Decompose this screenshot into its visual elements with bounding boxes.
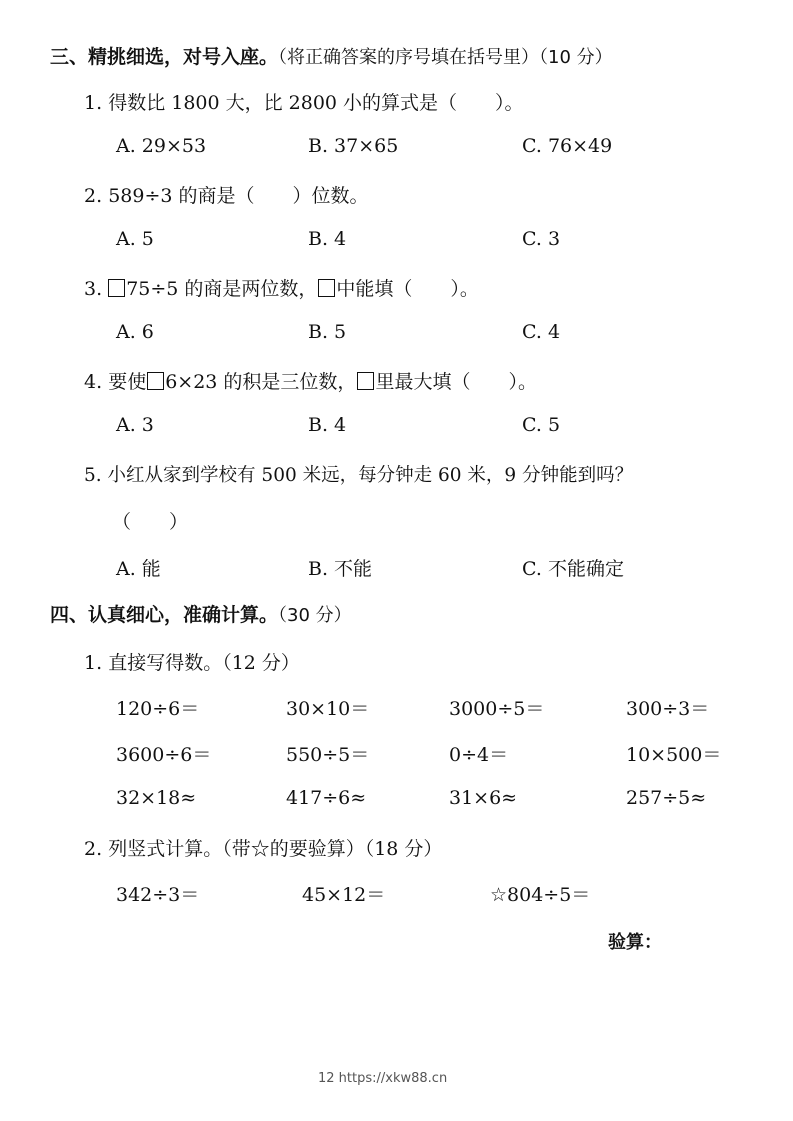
option-b: B. 4 bbox=[308, 414, 347, 436]
question-3 bbox=[84, 274, 479, 301]
question-number: 3. bbox=[84, 278, 103, 300]
question-number: 2. bbox=[84, 185, 103, 207]
section-4-heading bbox=[50, 600, 352, 627]
option-c: C. 4 bbox=[522, 321, 561, 343]
part-number: 2. bbox=[84, 838, 103, 860]
section-4-title: 四、认真细心，准确计算。 bbox=[50, 604, 279, 626]
question-number: 5. bbox=[84, 465, 102, 486]
question-4 bbox=[84, 367, 537, 394]
calc-item: 0÷4＝ bbox=[449, 744, 509, 766]
question-2 bbox=[84, 181, 369, 208]
question-text-end: 里最大填（ ）。 bbox=[375, 371, 537, 393]
section-3-title: 三、精挑细选，对号入座。 bbox=[50, 46, 279, 68]
section-3-note: （将正确答案的序号填在括号里）（10 分） bbox=[278, 47, 613, 68]
option-b: B. 不能 bbox=[308, 558, 373, 580]
question-text: 75÷5 的商是两位数， bbox=[126, 278, 318, 300]
option-c: C. 不能确定 bbox=[522, 558, 624, 580]
option-a: A. 29×53 bbox=[116, 135, 207, 157]
question-number: 4. bbox=[84, 371, 103, 393]
calc-item: 120÷6＝ bbox=[116, 698, 200, 720]
blank-box-icon bbox=[108, 279, 125, 297]
option-c: C. 76×49 bbox=[522, 135, 613, 157]
calc-item: 417÷6≈ bbox=[286, 787, 367, 809]
question-text: 589÷3 的商是（ ）位数。 bbox=[108, 185, 369, 207]
part-title: 列竖式计算。（带☆的要验算）（18 分） bbox=[108, 838, 443, 860]
blank-box-icon bbox=[147, 372, 164, 390]
question-text: 小红从家到学校有 500 米远，每分钟走 60 米，9 分钟能到吗？ bbox=[107, 465, 634, 486]
calc-item: 32×18≈ bbox=[116, 787, 197, 809]
part-title: 直接写得数。（12 分） bbox=[108, 652, 300, 674]
question-5 bbox=[84, 461, 633, 487]
vertical-calc-item: 342÷3＝ bbox=[116, 884, 200, 906]
question-text-before: 要使 bbox=[108, 371, 147, 393]
vertical-calc-item: 45×12＝ bbox=[302, 884, 386, 906]
question-number: 1. bbox=[84, 92, 103, 114]
option-a: A. 能 bbox=[116, 558, 161, 580]
option-b: B. 37×65 bbox=[308, 135, 399, 157]
part-2-heading bbox=[84, 834, 442, 861]
calc-item: 10×500＝ bbox=[626, 744, 722, 766]
check-label: 验算： bbox=[608, 932, 662, 953]
calc-item: 3600÷6＝ bbox=[116, 744, 212, 766]
option-b: B. 5 bbox=[308, 321, 347, 343]
part-number: 1. bbox=[84, 652, 103, 674]
blank-box-icon bbox=[318, 279, 335, 297]
calc-item: 257÷5≈ bbox=[626, 787, 707, 809]
calc-item: 3000÷5＝ bbox=[449, 698, 545, 720]
calc-item: 30×10＝ bbox=[286, 698, 370, 720]
option-a: A. 3 bbox=[116, 414, 154, 436]
section-3-heading bbox=[50, 42, 613, 69]
calc-item: 550÷5＝ bbox=[286, 744, 370, 766]
blank-box-icon bbox=[357, 372, 374, 390]
calc-item: 300÷3＝ bbox=[626, 698, 710, 720]
answer-parentheses: （ ） bbox=[112, 511, 189, 533]
section-4-score: （30 分） bbox=[278, 605, 352, 626]
question-text-end: 中能填（ ）。 bbox=[336, 278, 479, 300]
question-text: 6×23 的积是三位数， bbox=[165, 371, 357, 393]
option-a: A. 6 bbox=[116, 321, 154, 343]
option-a: A. 5 bbox=[116, 228, 154, 250]
question-1 bbox=[84, 88, 524, 115]
part-1-heading bbox=[84, 648, 300, 675]
question-text: 得数比 1800 大，比 2800 小的算式是（ ）。 bbox=[108, 92, 524, 114]
option-c: C. 3 bbox=[522, 228, 561, 250]
page-footer: 12 https://xkw88.cn bbox=[318, 1071, 448, 1086]
calc-item: 31×6≈ bbox=[449, 787, 518, 809]
vertical-calc-item-starred: ☆804÷5＝ bbox=[490, 884, 591, 906]
option-c: C. 5 bbox=[522, 414, 561, 436]
option-b: B. 4 bbox=[308, 228, 347, 250]
